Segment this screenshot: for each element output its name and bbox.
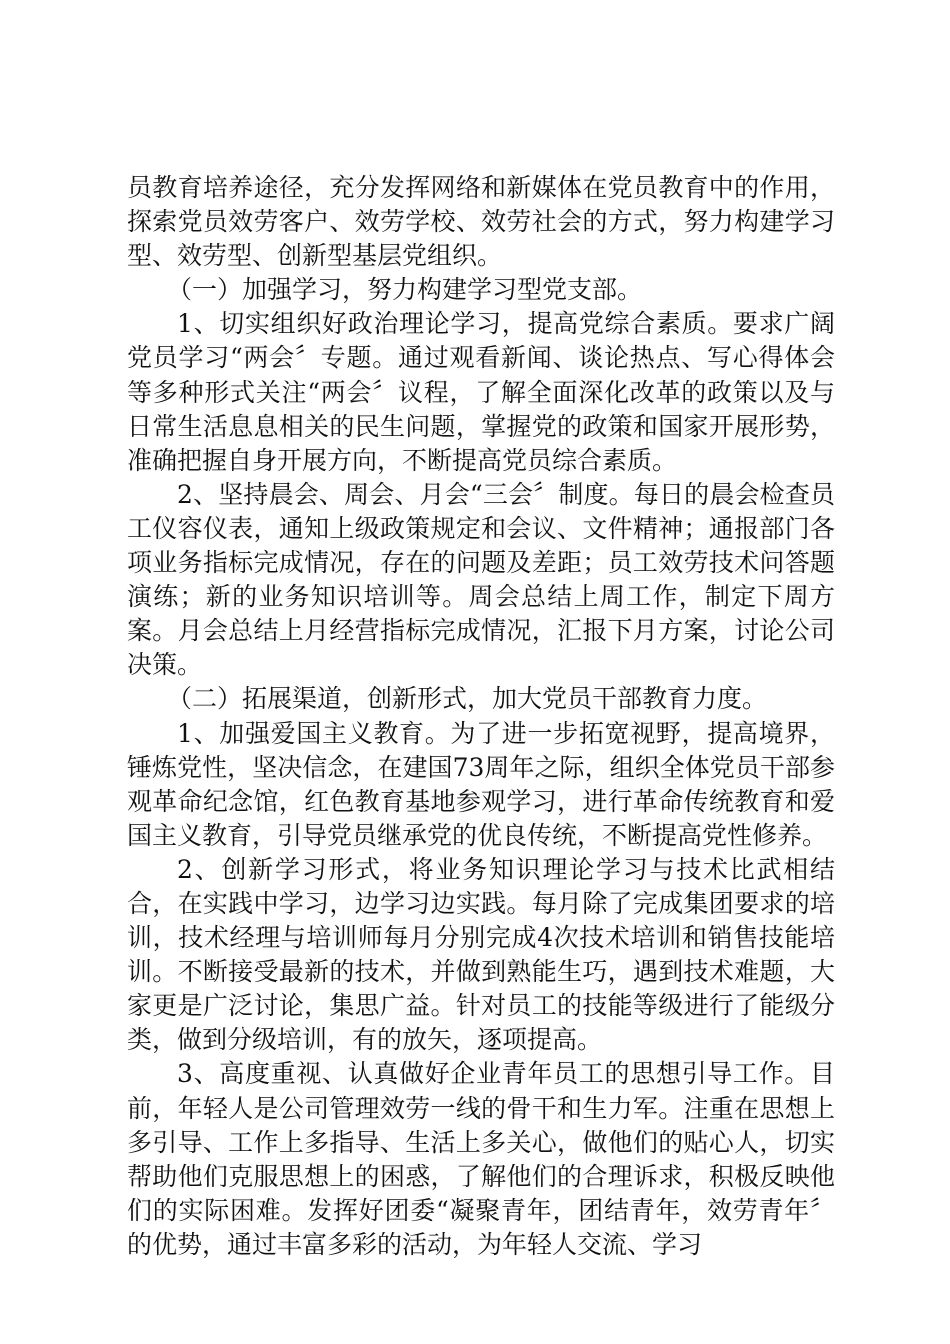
paragraph-youth-guidance: 3、高度重视、认真做好企业青年员工的思想引导工作。目前，年轻人是公司管理效劳一线的骨干和生力军。注重在思想上多引导、工作上多指导、生活上多关心，做他们的贴心人，切实帮助他们克服思想上的困惑，了解他们的合理诉求，积极反映他们的实际困难。发挥好团委“凝聚青年，团结青年，效劳青年〞的优势，通过丰富多彩的活动，为年轻人交流、学习 <box>127 1059 835 1259</box>
paragraph-three-meetings: 2、坚持晨会、周会、月会“三会〞制度。每日的晨会检查员工仪容仪表，通知上级政策规定和会议、文件精神；通报部门各项业务指标完成情况，存在的问题及差距；员工效劳技术问答题演练；新的业务知识培训等。周会总结上周工作，制定下周方案。月会总结上月经营指标完成情况，汇报下月方案，讨论公司决策。 <box>127 479 835 680</box>
paragraph-patriotic-education: 1、加强爱国主义教育。为了进一步拓宽视野，提高境界，锤炼党性，坚决信念，在建国73周年之际，组织全体党员干部参观革命纪念馆，红色教育基地参观学习，进行革命传统教育和爱国主义教育，引导党员继承党的优良传统，不断提高党性修养。 <box>127 718 835 850</box>
section-heading-2: （二）拓展渠道，创新形式，加大党员干部教育力度。 <box>167 684 768 714</box>
paragraph-continuation: 员教育培养途径，充分发挥网络和新媒体在党员教育中的作用，探索党员效劳客户、效劳学校、效劳社会的方式，努力构建学习型、效劳型、创新型基层党组织。 <box>127 173 835 271</box>
section-heading-1: （一）加强学习，努力构建学习型党支部。 <box>167 275 643 305</box>
paragraph-political-study: 1、切实组织好政治理论学习，提高党综合素质。要求广阔党员学习“两会〞专题。通过观看新闻、谈论热点、写心得体会等多种形式关注“两会〞议程，了解全面深化改革的政策以及与日常生活息息相关的民生问题，掌握党的政策和国家开展形势，准确把握自身开展方向，不断提高党员综合素质。 <box>127 309 835 475</box>
paragraph-learning-form: 2、创新学习形式，将业务知识理论学习与技术比武相结合，在实践中学习，边学习边实践。每月除了完成集团要求的培训，技术经理与培训师每月分别完成4次技术培训和销售技能培训。不断接受最新的技术，并做到熟能生巧，遇到技术难题，大家更是广泛讨论，集思广益。针对员工的技能等级进行了能级分类，做到分级培训，有的放矢，逐项提高。 <box>127 854 835 1055</box>
document-body <box>127 171 835 1262</box>
